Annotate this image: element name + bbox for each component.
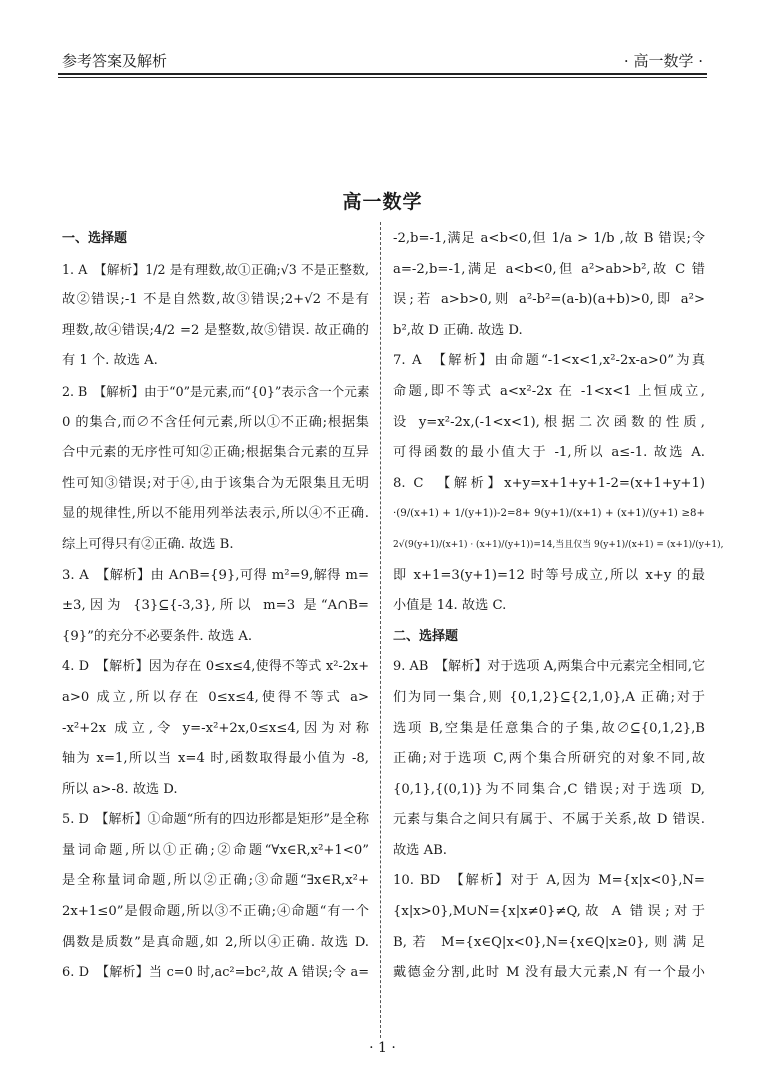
text-line: a>0 成立,所以存在 0≤x≤4,使得不等式 a> — [62, 689, 369, 705]
text-line: 即 x+1=3(y+1)=12 时等号成立,所以 x+y 的最 — [393, 567, 705, 583]
text-line: 戴德金分割,此时 M 没有最大元素,N 有一个最小 — [393, 965, 705, 981]
text-line: b²,故 D 正确. 故选 D. — [393, 322, 523, 338]
text-line: 7. A 【解析】由命题“-1<x<1,x²-2x-a>0”为真 — [393, 353, 705, 369]
text-line: 0 的集合,而∅不含任何元素,所以①不正确;根据集 — [62, 414, 369, 430]
text-line: 显的规律性,所以不能用列举法表示,所以④不正确. — [62, 506, 369, 522]
text-line: 正确;对于选项 C,两个集合所研究的对象不同,故 — [393, 751, 705, 767]
text-line: 1. A 【解析】1/2 是有理数,故①正确;√3 不是正整数, — [62, 261, 369, 277]
text-line: -2,b=-1,满足 a<b<0,但 1/a > 1/b ,故 B 错误;令 — [393, 231, 705, 246]
text-line: 2. B 【解析】由于“0”是元素,而“{0}”表示含一个元素 — [62, 383, 370, 399]
text-line: {x|x>0},M∪N={x|x≠0}≠Q,故 A 错误;对于 — [393, 904, 705, 920]
text-line: 综上可得只有②正确. 故选 B. — [62, 536, 234, 552]
text-line: 们为同一集合,则 {0,1,2}⊆{2,1,0},A 正确;对于 — [393, 689, 705, 705]
text-line: 元素与集合之间只有属于、不属于关系,故 D 错误. — [393, 812, 705, 828]
section-heading: 一、选择题 — [62, 231, 128, 246]
text-line: 9. AB 【解析】对于选项 A,两集合中元素完全相同,它 — [393, 659, 705, 675]
text-line: 8. C 【解析】x+y=x+1+y+1-2=(x+1+y+1) — [393, 475, 705, 491]
text-line: 5. D 【解析】①命题“所有的四边形都是矩形”是全称 — [62, 812, 369, 828]
text-line: a=-2,b=-1,满足 a<b<0,但 a²>ab>b²,故 C 错 — [393, 261, 705, 277]
text-line: B,若 M={x∈Q|x<0},N={x∈Q|x≥0},则满足 — [393, 934, 705, 950]
text-line: 2√(9(y+1)/(x+1) · (x+1)/(y+1))=14,当且仅当 9(y+1)/(x+1) = (x+1)/(y+1), — [393, 539, 724, 550]
section-heading: 二、选择题 — [393, 628, 459, 644]
text-line: 有 1 个. 故选 A. — [62, 353, 158, 369]
text-line: 误;若 a>b>0,则 a²-b²=(a-b)(a+b)>0,即 a²> — [393, 292, 705, 308]
text-line: 3. A 【解析】由 A∩B={9},可得 m²=9,解得 m= — [62, 567, 369, 583]
text-line: 所以 a>-8. 故选 D. — [62, 781, 178, 797]
text-line: 设 y=x²-2x,(-1<x<1),根据二次函数的性质, — [393, 414, 705, 430]
header-right-title: · 高一数学 · — [623, 52, 703, 70]
page-number: · 1 · — [369, 1040, 396, 1056]
text-line: 理数,故④错误;4/2 =2 是整数,故⑤错误. 故正确的 — [62, 322, 369, 338]
text-line: 小值是 14. 故选 C. — [393, 598, 507, 614]
text-line: 量词命题,所以①正确;②命题“∀x∈R,x²+1<0” — [62, 842, 369, 858]
header-rule — [58, 73, 707, 75]
right-column — [393, 224, 724, 989]
document-title: 高一数学 — [342, 191, 423, 213]
text-line: {9}”的充分不必要条件. 故选 A. — [62, 628, 253, 644]
header-rule-thin — [58, 77, 707, 78]
text-line: 故②错误;-1 不是自然数,故③错误;2+√2 不是有 — [62, 292, 369, 308]
text-line: 是全称量词命题,所以②正确;③命题“∃x∈R,x²+ — [62, 873, 369, 889]
text-line: {0,1},{(0,1)}为不同集合,C 错误;对于选项 D, — [393, 781, 705, 797]
text-line: 4. D 【解析】因为存在 0≤x≤4,使得不等式 x²-2x+ — [62, 659, 369, 675]
text-line: ±3,因为 {3}⊆{-3,3},所以 m=3 是“A∩B= — [62, 598, 369, 614]
text-line: 轴为 x=1,所以当 x=4 时,函数取得最小值为 -8, — [62, 751, 369, 767]
text-line: 性可知③错误;对于④,由于该集合为无限集且无明 — [62, 475, 369, 491]
text-line: 合中元素的无序性可知②正确;根据集合元素的互异 — [62, 445, 369, 461]
text-line: 故选 AB. — [393, 842, 447, 858]
column-divider — [380, 222, 381, 1038]
text-line: 偶数是质数”是真命题,如 2,所以④正确. 故选 D. — [62, 934, 369, 950]
text-line: ·(9/(x+1) + 1/(y+1))-2=8+ 9(y+1)/(x+1) + (x+1)/(y+1) ≥8+ — [393, 508, 705, 520]
text-line: -x²+2x 成立,令 y=-x²+2x,0≤x≤4,因为对称 — [62, 720, 369, 736]
left-column — [62, 224, 369, 989]
text-line: 10. BD 【解析】对于 A,因为 M={x|x<0},N= — [393, 873, 705, 889]
text-line: 选项 B,空集是任意集合的子集,故∅⊆{0,1,2},B — [393, 720, 705, 736]
page-header — [62, 50, 703, 74]
header-left-title: 参考答案及解析 — [62, 52, 168, 70]
text-line: 可得函数的最小值大于 -1,所以 a≤-1. 故选 A. — [393, 445, 705, 461]
text-line: 6. D 【解析】当 c=0 时,ac²=bc²,故 A 错误;令 a= — [62, 965, 369, 981]
text-line: 2x+1≤0”是假命题,所以③不正确;④命题“有一个 — [62, 904, 369, 920]
text-line: 命题,即不等式 a<x²-2x 在 -1<x<1 上恒成立, — [393, 383, 705, 399]
